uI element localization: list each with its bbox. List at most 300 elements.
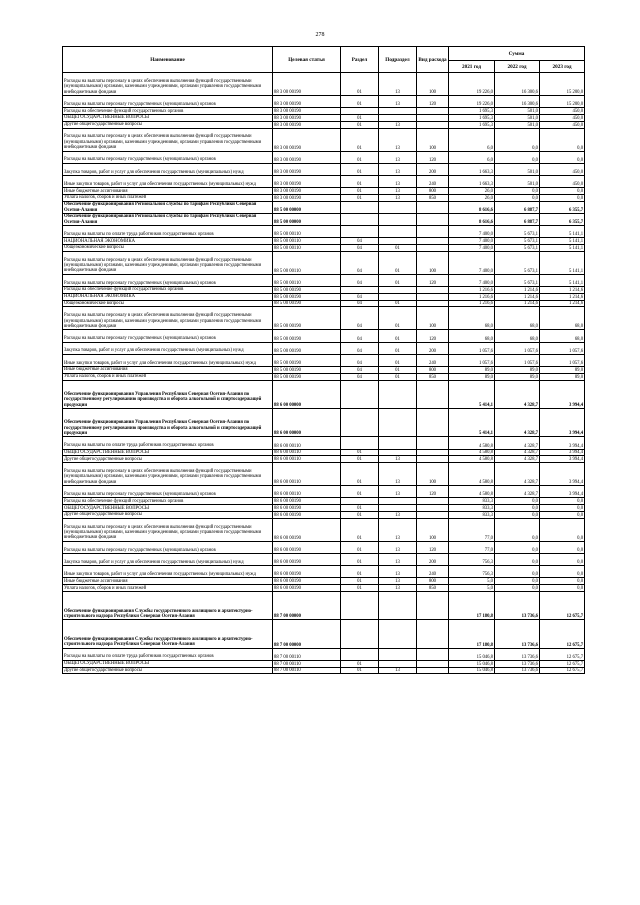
row-sum-2022: 0,0 <box>495 188 540 195</box>
row-sum-2022: 0,0 <box>495 498 540 505</box>
row-target-code: 88 5 00 00110 <box>273 274 341 286</box>
row-subsection: 13 <box>379 128 417 151</box>
row-name: Другие общегосударственные вопросы <box>63 667 273 674</box>
row-sum-2022: 1 057,6 <box>495 354 540 366</box>
table-row <box>63 585 585 592</box>
row-target-code: 88 7 00 00000 <box>273 620 341 648</box>
row-sum-2021: 756,3 <box>449 553 495 565</box>
row-section: 01 <box>341 486 379 498</box>
row-subsection: 13 <box>379 194 417 201</box>
row-expense-type <box>417 620 449 648</box>
row-subsection: 13 <box>379 553 417 565</box>
row-sum-2022: 0,0 <box>495 553 540 565</box>
row-sum-2021: 7 400,0 <box>449 226 495 238</box>
row-sum-2022: 0,0 <box>495 578 540 585</box>
header-subsection: Подраздел <box>379 47 417 73</box>
row-expense-type <box>417 648 449 660</box>
table-row <box>63 409 585 437</box>
row-subsection: 13 <box>379 541 417 553</box>
row-subsection: 01 <box>379 373 417 380</box>
row-sum-2021: 4 580,8 <box>449 456 495 463</box>
row-target-code: 88 7 00 00110 <box>273 667 341 674</box>
row-sum-2021: 5 414,1 <box>449 380 495 408</box>
row-expense-type <box>417 660 449 667</box>
row-sum-2021: 17 180,8 <box>449 591 495 619</box>
row-expense-type <box>417 108 449 115</box>
row-subsection: 01 <box>379 274 417 286</box>
row-subsection: 01 <box>379 300 417 307</box>
row-section <box>341 201 379 213</box>
row-sum-2023: 89,0 <box>540 367 585 374</box>
table-row <box>63 648 585 660</box>
row-expense-type <box>417 409 449 437</box>
row-section: 01 <box>341 188 379 195</box>
row-sum-2022: 0,0 <box>495 518 540 541</box>
row-expense-type <box>417 505 449 512</box>
row-section: 01 <box>341 667 379 674</box>
row-target-code: 88 5 00 00190 <box>273 330 341 342</box>
table-row <box>63 251 585 274</box>
row-section: 04 <box>341 367 379 374</box>
row-name: Расходы на выплаты персоналу в целях обеспечения выполнения функций государственными (муниципальными) органами, казенными учреждениями, органами управления государственными внебюджетными фондами <box>63 463 273 486</box>
header-sum: Сумма <box>449 47 585 61</box>
row-name: Закупка товаров, работ и услуг для обеспечения государственных (муниципальных) нужд <box>63 342 273 354</box>
row-target-code: 88 6 00 00190 <box>273 518 341 541</box>
row-subsection: 13 <box>379 456 417 463</box>
table-row <box>63 449 585 456</box>
table-row <box>63 114 585 121</box>
table-row <box>63 163 585 175</box>
row-sum-2021: 7 400,0 <box>449 274 495 286</box>
row-section <box>341 437 379 449</box>
row-sum-2022: 501,0 <box>495 114 540 121</box>
row-expense-type <box>417 511 449 518</box>
row-sum-2023: 12 675,7 <box>540 591 585 619</box>
row-sum-2023: 450,0 <box>540 108 585 115</box>
row-name: Обеспечение функционирования Управления Республики Северная Осетия-Алания по государственному регулированию производства и оборота алкогольной и спиртосодержащей продукции <box>63 380 273 408</box>
row-sum-2021: 7 400,0 <box>449 238 495 245</box>
row-sum-2023: 0,0 <box>540 128 585 151</box>
row-sum-2021: 1 057,6 <box>449 342 495 354</box>
row-sum-2021: 8 616,6 <box>449 201 495 213</box>
row-sum-2021: 5,0 <box>449 585 495 592</box>
row-name: Расходы на выплаты персоналу в целях обеспечения выполнения функций государственными (муниципальными) органами, казенными учреждениями, органами управления государственными внебюджетными фондами <box>63 251 273 274</box>
table-row <box>63 511 585 518</box>
row-section <box>341 620 379 648</box>
table-row <box>63 128 585 151</box>
row-target-code: 88 3 00 00190 <box>273 188 341 195</box>
page-number: 278 <box>315 32 325 38</box>
row-subsection: 13 <box>379 585 417 592</box>
row-name: Закупка товаров, работ и услуг для обеспечения государственных (муниципальных) нужд <box>63 553 273 565</box>
row-target-code: 88 6 00 00190 <box>273 505 341 512</box>
table-row <box>63 380 585 408</box>
row-name: Расходы на выплаты по оплате труда работников государственных органов <box>63 648 273 660</box>
row-section: 04 <box>341 342 379 354</box>
row-name: Иные закупки товаров, работ и услуг для обеспечения государственных (муниципальных) нужд <box>63 354 273 366</box>
table-row <box>63 307 585 330</box>
row-sum-2023: 12 675,7 <box>540 648 585 660</box>
row-name: ОБЩЕГОСУДАРСТВЕННЫЕ ВОПРОСЫ <box>63 114 273 121</box>
row-sum-2021: 833,3 <box>449 498 495 505</box>
row-target-code: 88 5 00 00190 <box>273 307 341 330</box>
row-name: Иные закупки товаров, работ и услуг для обеспечения государственных (муниципальных) нужд <box>63 566 273 578</box>
row-target-code: 88 5 00 00110 <box>273 251 341 274</box>
row-sum-2022: 68,0 <box>495 307 540 330</box>
row-name: ОБЩЕГОСУДАРСТВЕННЫЕ ВОПРОСЫ <box>63 660 273 667</box>
row-expense-type: 850 <box>417 373 449 380</box>
row-sum-2022: 501,0 <box>495 108 540 115</box>
row-section: 01 <box>341 660 379 667</box>
row-sum-2021: 7 400,0 <box>449 251 495 274</box>
row-subsection <box>379 287 417 294</box>
row-sum-2021: 4 580,8 <box>449 437 495 449</box>
row-sum-2022: 89,0 <box>495 367 540 374</box>
table-row <box>63 300 585 307</box>
row-sum-2021: 19 226,0 <box>449 73 495 96</box>
row-name: Расходы на выплаты персоналу в целях обеспечения выполнения функций государственными (муниципальными) органами, казенными учреждениями, органами управления государственными внебюджетными фондами <box>63 128 273 151</box>
table-row <box>63 354 585 366</box>
row-sum-2023: 68,0 <box>540 330 585 342</box>
row-sum-2022: 5 673,1 <box>495 245 540 252</box>
row-sum-2021: 833,3 <box>449 505 495 512</box>
row-sum-2023: 0,0 <box>540 578 585 585</box>
row-sum-2023: 1 214,6 <box>540 300 585 307</box>
row-sum-2023: 5 141,1 <box>540 238 585 245</box>
row-sum-2022: 13 736,6 <box>495 667 540 674</box>
row-sum-2021: 6,0 <box>449 151 495 163</box>
row-section: 01 <box>341 518 379 541</box>
row-sum-2023: 3 994,4 <box>540 380 585 408</box>
row-target-code: 88 5 00 00110 <box>273 238 341 245</box>
row-sum-2023: 0,0 <box>540 188 585 195</box>
row-subsection <box>379 620 417 648</box>
row-subsection <box>379 201 417 213</box>
table-row <box>63 486 585 498</box>
row-sum-2023: 5 141,1 <box>540 274 585 286</box>
row-sum-2021: 833,3 <box>449 511 495 518</box>
row-sum-2023: 0,0 <box>540 498 585 505</box>
row-subsection <box>379 437 417 449</box>
row-section: 04 <box>341 373 379 380</box>
row-subsection <box>379 380 417 408</box>
row-name: ОБЩЕГОСУДАРСТВЕННЫЕ ВОПРОСЫ <box>63 449 273 456</box>
row-target-code: 88 3 00 00190 <box>273 114 341 121</box>
row-sum-2021: 1 695,3 <box>449 114 495 121</box>
row-section <box>341 498 379 505</box>
table-row <box>63 456 585 463</box>
row-sum-2023: 3 994,4 <box>540 463 585 486</box>
row-sum-2021: 17 180,8 <box>449 620 495 648</box>
row-expense-type <box>417 238 449 245</box>
row-section: 01 <box>341 194 379 201</box>
table-row <box>63 660 585 667</box>
row-expense-type <box>417 245 449 252</box>
row-subsection: 13 <box>379 667 417 674</box>
row-subsection <box>379 108 417 115</box>
row-sum-2023: 0,0 <box>540 585 585 592</box>
row-name: Расходы на выплаты по оплате труда работников государственных органов <box>63 437 273 449</box>
row-sum-2023: 0,0 <box>540 553 585 565</box>
row-subsection: 01 <box>379 354 417 366</box>
row-target-code: 88 6 00 00190 <box>273 585 341 592</box>
row-subsection <box>379 213 417 225</box>
row-name: Обеспечение функционирования Управления Республики Северная Осетия-Алания по государственному регулированию производства и оборота алкогольной и спиртосодержащей продукции <box>63 409 273 437</box>
row-sum-2021: 5 414,1 <box>449 409 495 437</box>
row-sum-2022: 4 328,7 <box>495 456 540 463</box>
row-target-code: 88 3 00 00190 <box>273 73 341 96</box>
row-expense-type <box>417 287 449 294</box>
header-year-2021: 2021 год <box>449 61 495 73</box>
row-sum-2022: 5 673,1 <box>495 238 540 245</box>
row-sum-2022: 68,0 <box>495 330 540 342</box>
row-expense-type: 240 <box>417 175 449 187</box>
row-expense-type: 120 <box>417 151 449 163</box>
row-expense-type <box>417 114 449 121</box>
row-sum-2022: 1 214,6 <box>495 287 540 294</box>
row-expense-type: 850 <box>417 194 449 201</box>
row-sum-2022: 0,0 <box>495 541 540 553</box>
row-sum-2023: 1 214,6 <box>540 293 585 300</box>
table-row <box>63 553 585 565</box>
row-target-code: 88 7 00 00000 <box>273 591 341 619</box>
row-section: 01 <box>341 578 379 585</box>
row-sum-2023: 0,0 <box>540 566 585 578</box>
row-sum-2022: 16 300,6 <box>495 96 540 108</box>
row-sum-2022: 4 328,7 <box>495 380 540 408</box>
row-expense-type: 120 <box>417 330 449 342</box>
table-row <box>63 121 585 128</box>
row-name: Расходы на выплаты персоналу в целях обеспечения выполнения функций государственными (муниципальными) органами, казенными учреждениями, органами управления государственными внебюджетными фондами <box>63 518 273 541</box>
row-target-code: 88 6 00 00110 <box>273 456 341 463</box>
row-sum-2023: 1 057,6 <box>540 354 585 366</box>
row-expense-type: 120 <box>417 96 449 108</box>
table-row <box>63 108 585 115</box>
row-expense-type: 100 <box>417 463 449 486</box>
row-expense-type: 120 <box>417 274 449 286</box>
table-row <box>63 373 585 380</box>
row-name: Расходы на выплаты персоналу государственных (муниципальных) органов <box>63 330 273 342</box>
row-sum-2021: 68,0 <box>449 307 495 330</box>
row-name: Расходы на обеспечение функций государственных органов <box>63 108 273 115</box>
table-row <box>63 667 585 674</box>
row-subsection: 01 <box>379 342 417 354</box>
row-target-code: 88 7 00 00110 <box>273 648 341 660</box>
row-subsection <box>379 114 417 121</box>
row-sum-2022: 0,0 <box>495 151 540 163</box>
row-sum-2023: 12 675,7 <box>540 667 585 674</box>
row-sum-2021: 8 616,6 <box>449 213 495 225</box>
table-row <box>63 498 585 505</box>
row-sum-2022: 5 673,1 <box>495 274 540 286</box>
row-sum-2021: 6,0 <box>449 128 495 151</box>
row-name: Расходы на выплаты персоналу в целях обеспечения выполнения функций государственными (муниципальными) органами, казенными учреждениями, органами управления государственными внебюджетными фондами <box>63 307 273 330</box>
row-subsection <box>379 409 417 437</box>
row-name: Общеэкономические вопросы <box>63 300 273 307</box>
row-subsection: 13 <box>379 578 417 585</box>
row-sum-2023: 12 675,7 <box>540 660 585 667</box>
row-expense-type: 200 <box>417 342 449 354</box>
row-sum-2023: 0,0 <box>540 194 585 201</box>
row-sum-2021: 26,0 <box>449 188 495 195</box>
row-sum-2023: 3 994,4 <box>540 437 585 449</box>
row-section: 04 <box>341 238 379 245</box>
row-target-code: 88 6 00 00190 <box>273 578 341 585</box>
table-row <box>63 226 585 238</box>
row-target-code: 88 6 00 00190 <box>273 553 341 565</box>
row-sum-2023: 5 141,1 <box>540 245 585 252</box>
row-section <box>341 226 379 238</box>
row-expense-type <box>417 121 449 128</box>
row-sum-2021: 77,0 <box>449 518 495 541</box>
row-section: 01 <box>341 449 379 456</box>
row-sum-2022: 5 673,1 <box>495 251 540 274</box>
row-target-code: 88 5 00 00190 <box>273 300 341 307</box>
row-subsection: 13 <box>379 96 417 108</box>
row-name: Расходы на выплаты по оплате труда работников государственных органов <box>63 226 273 238</box>
row-name: Расходы на обеспечение функций государственных органов <box>63 498 273 505</box>
table-row <box>63 578 585 585</box>
row-subsection <box>379 449 417 456</box>
row-sum-2021: 5,0 <box>449 578 495 585</box>
row-sum-2022: 4 328,7 <box>495 486 540 498</box>
row-sum-2023: 0,0 <box>540 511 585 518</box>
row-target-code: 88 3 00 00190 <box>273 151 341 163</box>
row-sum-2022: 0,0 <box>495 194 540 201</box>
row-sum-2023: 89,0 <box>540 373 585 380</box>
row-subsection <box>379 226 417 238</box>
row-target-code: 88 5 00 00190 <box>273 354 341 366</box>
row-name: Другие общегосударственные вопросы <box>63 511 273 518</box>
row-target-code: 88 3 00 00190 <box>273 194 341 201</box>
row-name: Иные бюджетные ассигнования <box>63 578 273 585</box>
row-name: Расходы на выплаты персоналу государственных (муниципальных) органов <box>63 486 273 498</box>
row-name: Иные бюджетные ассигнования <box>63 367 273 374</box>
row-sum-2022: 16 300,6 <box>495 73 540 96</box>
table-row <box>63 175 585 187</box>
row-sum-2021: 756,3 <box>449 566 495 578</box>
table-row <box>63 330 585 342</box>
row-name: Другие общегосударственные вопросы <box>63 121 273 128</box>
row-section: 01 <box>341 121 379 128</box>
row-sum-2023: 450,0 <box>540 175 585 187</box>
row-name: Иные закупки товаров, работ и услуг для обеспечения государственных (муниципальных) нужд <box>63 175 273 187</box>
row-sum-2023: 0,0 <box>540 151 585 163</box>
row-sum-2021: 1 695,3 <box>449 108 495 115</box>
header-year-2023: 2023 год <box>540 61 585 73</box>
row-target-code: 88 3 00 00190 <box>273 121 341 128</box>
row-target-code: 88 3 00 00190 <box>273 96 341 108</box>
row-section: 01 <box>341 151 379 163</box>
row-subsection: 13 <box>379 121 417 128</box>
row-subsection <box>379 505 417 512</box>
row-sum-2021: 19 226,0 <box>449 96 495 108</box>
row-subsection: 01 <box>379 367 417 374</box>
row-target-code: 88 5 00 00000 <box>273 213 341 225</box>
row-sum-2022: 89,0 <box>495 373 540 380</box>
row-sum-2023: 450,0 <box>540 114 585 121</box>
budget-table-body <box>63 73 585 674</box>
row-sum-2023: 6 355,7 <box>540 201 585 213</box>
row-sum-2023: 68,0 <box>540 307 585 330</box>
row-target-code: 88 5 00 00190 <box>273 293 341 300</box>
row-section: 04 <box>341 354 379 366</box>
row-target-code: 88 6 00 00190 <box>273 541 341 553</box>
row-name: Расходы на выплаты персоналу государственных (муниципальных) органов <box>63 541 273 553</box>
budget-table <box>62 46 585 674</box>
row-target-code: 88 5 00 00190 <box>273 373 341 380</box>
row-expense-type: 240 <box>417 566 449 578</box>
row-target-code: 88 6 00 00190 <box>273 498 341 505</box>
row-target-code: 88 5 00 00190 <box>273 287 341 294</box>
row-name: Обеспечение функционирования Региональной службы по тарифам Республики Северная Осетия-Алания <box>63 201 273 213</box>
row-sum-2021: 1 057,6 <box>449 354 495 366</box>
row-section: 04 <box>341 307 379 330</box>
row-sum-2021: 15 046,8 <box>449 660 495 667</box>
row-target-code: 88 5 00 00110 <box>273 245 341 252</box>
row-subsection: 13 <box>379 175 417 187</box>
row-sum-2023: 3 994,4 <box>540 456 585 463</box>
row-target-code: 88 3 00 00190 <box>273 175 341 187</box>
row-name: Расходы на выплаты персоналу государственных (муниципальных) органов <box>63 96 273 108</box>
row-sum-2022: 0,0 <box>495 505 540 512</box>
row-sum-2022: 0,0 <box>495 128 540 151</box>
row-sum-2022: 13 736,6 <box>495 620 540 648</box>
row-subsection: 13 <box>379 163 417 175</box>
row-sum-2023: 3 994,4 <box>540 449 585 456</box>
row-expense-type <box>417 380 449 408</box>
row-expense-type <box>417 293 449 300</box>
row-section: 01 <box>341 96 379 108</box>
row-section: 04 <box>341 251 379 274</box>
row-subsection: 13 <box>379 511 417 518</box>
row-expense-type: 800 <box>417 578 449 585</box>
row-expense-type: 100 <box>417 251 449 274</box>
row-target-code: 88 3 00 00190 <box>273 108 341 115</box>
row-expense-type <box>417 226 449 238</box>
row-sum-2022: 4 328,7 <box>495 449 540 456</box>
row-section: 04 <box>341 274 379 286</box>
row-target-code: 88 5 00 00110 <box>273 226 341 238</box>
row-sum-2021: 89,0 <box>449 373 495 380</box>
row-section: 01 <box>341 566 379 578</box>
row-sum-2022: 6 887,7 <box>495 201 540 213</box>
row-expense-type: 100 <box>417 518 449 541</box>
row-expense-type: 100 <box>417 307 449 330</box>
row-expense-type: 200 <box>417 553 449 565</box>
row-sum-2021: 1 695,3 <box>449 121 495 128</box>
row-target-code: 88 6 00 00110 <box>273 463 341 486</box>
row-sum-2021: 4 580,8 <box>449 486 495 498</box>
row-section <box>341 380 379 408</box>
row-expense-type <box>417 213 449 225</box>
row-name: Расходы на выплаты персоналу государственных (муниципальных) органов <box>63 274 273 286</box>
row-section: 04 <box>341 245 379 252</box>
table-row <box>63 566 585 578</box>
row-name: Иные бюджетные ассигнования <box>63 188 273 195</box>
row-section: 01 <box>341 175 379 187</box>
table-row <box>63 505 585 512</box>
table-row <box>63 238 585 245</box>
table-row <box>63 213 585 225</box>
row-expense-type: 800 <box>417 367 449 374</box>
row-expense-type <box>417 449 449 456</box>
header-target: Целевая статья <box>273 47 341 73</box>
row-section: 01 <box>341 585 379 592</box>
row-subsection <box>379 498 417 505</box>
table-row <box>63 287 585 294</box>
row-target-code: 88 6 00 00110 <box>273 486 341 498</box>
